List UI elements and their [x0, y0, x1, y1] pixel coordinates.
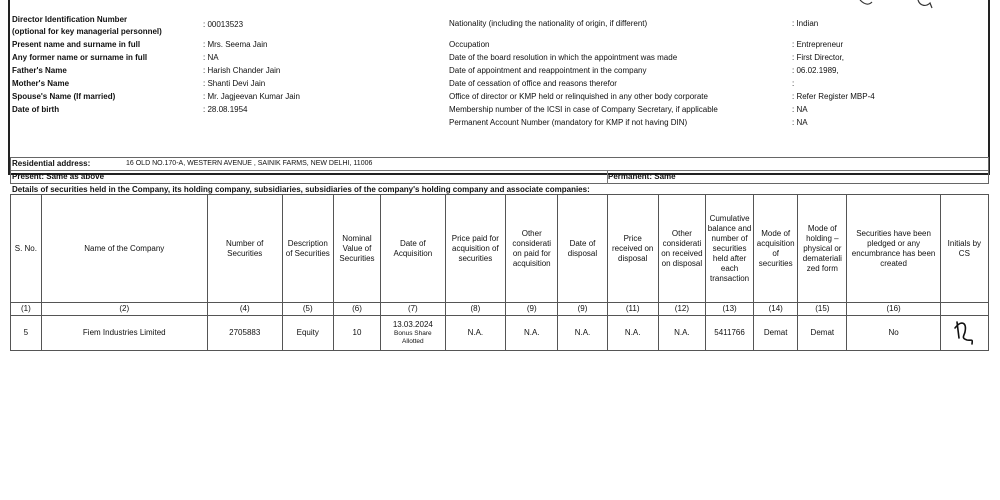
permanent-address: Permanent: Same	[608, 172, 676, 181]
header-cell: Date of Acquisition	[381, 195, 446, 303]
value-board-resolution: : First Director,	[792, 53, 845, 62]
column-number: (9)	[506, 303, 558, 316]
signature-mark	[840, 0, 950, 10]
header-cell: Price received on disposal	[607, 195, 658, 303]
label-occupation: Occupation	[449, 40, 490, 49]
value-spouse: : Mr. Jagjeevan Kumar Jain	[203, 92, 300, 101]
cell-date-acquisition	[381, 316, 446, 351]
column-number: (11)	[607, 303, 658, 316]
column-number: (8)	[445, 303, 505, 316]
header-cell: Price paid for acquisition of securities	[445, 195, 505, 303]
column-number: (12)	[658, 303, 705, 316]
column-number: (14)	[754, 303, 798, 316]
column-number-row	[11, 303, 989, 316]
securities-table	[10, 194, 989, 351]
label-present-name: Present name and surname in full	[12, 40, 141, 49]
date-acquisition-value: 13.03.2024	[392, 320, 433, 329]
date-note-2: Allotted	[401, 338, 424, 345]
value-din: : 00013523	[203, 20, 244, 29]
label-nationality: Nationality (including the nationality of origin, if different)	[449, 19, 648, 28]
securities-heading: Details of securities held in the Company, its holding company, subsidiaries, subsidiaries of the company's holding company and associate companies:	[12, 185, 590, 194]
label-pan: Permanent Account Number (mandatory for KMP if not having DIN)	[449, 118, 688, 127]
header-cell: Mode of acquisition of securities	[754, 195, 798, 303]
header-cell: Mode of holding – physical or demateriali zed form	[798, 195, 847, 303]
cell-description: Equity	[282, 316, 333, 351]
label-icsi: Membership number of the ICSI in case of Company Secretary, if applicable	[449, 105, 718, 114]
value-father: : Harish Chander Jain	[203, 66, 281, 75]
column-number: (7)	[381, 303, 446, 316]
value-pan: : NA	[792, 118, 808, 127]
header-cell: Name of the Company	[41, 195, 207, 303]
present-address: Present: Same as above	[12, 172, 105, 181]
column-number: (2)	[41, 303, 207, 316]
column-number	[940, 303, 988, 316]
value-dob: : 28.08.1954	[203, 105, 248, 114]
header-cell: Date of disposal	[558, 195, 607, 303]
cell-sno: 5	[11, 316, 42, 351]
column-number: (13)	[705, 303, 753, 316]
column-number: (6)	[333, 303, 380, 316]
initials-signature-icon	[951, 318, 977, 346]
cell-price-paid: N.A.	[445, 316, 505, 351]
cell-other-received: N.A.	[658, 316, 705, 351]
cell-pledged: No	[847, 316, 940, 351]
value-nationality: : Indian	[792, 19, 819, 28]
label-other-office: Office of director or KMP held or relinquished in any other body corporate	[449, 92, 708, 101]
header-cell: Other considerati on received on disposal	[658, 195, 705, 303]
cell-number-securities: 2705883	[207, 316, 282, 351]
value-cessation: :	[792, 79, 795, 88]
label-dob: Date of birth	[12, 105, 60, 114]
label-din: Director Identification Number	[12, 15, 128, 24]
column-number: (5)	[282, 303, 333, 316]
header-cell: Securities have been pledged or any encumbrance has been created	[847, 195, 940, 303]
header-cell: Other considerati on paid for acquisition	[506, 195, 558, 303]
label-din-note: (optional for key managerial personnel)	[12, 27, 162, 36]
cell-company: Fiem Industries Limited	[41, 316, 207, 351]
header-cell: Initials by CS	[940, 195, 988, 303]
value-icsi: : NA	[792, 105, 808, 114]
header-cell: Cumulative balance and number of securities held after each transaction	[705, 195, 753, 303]
label-former-name: Any former name or surname in full	[12, 53, 148, 62]
column-number: (9)	[558, 303, 607, 316]
cell-date-disposal: N.A.	[558, 316, 607, 351]
table-row	[11, 316, 989, 351]
label-spouse: Spouse's Name (If married)	[12, 92, 116, 101]
residential-label: Residential address:	[12, 159, 91, 168]
cell-initials	[940, 316, 988, 351]
column-number: (16)	[847, 303, 940, 316]
value-mother: : Shanti Devi Jain	[203, 79, 266, 88]
label-appointment-date: Date of appointment and reappointment in the company	[449, 66, 647, 75]
label-board-resolution: Date of the board resolution in which the appointment was made	[449, 53, 678, 62]
date-note-1: Bonus Share	[394, 330, 432, 337]
label-cessation: Date of cessation of office and reasons therefor	[449, 79, 617, 88]
header-cell: S. No.	[11, 195, 42, 303]
cell-mode-acquisition: Demat	[754, 316, 798, 351]
cell-other-paid: N.A.	[506, 316, 558, 351]
label-mother: Mother's Name	[12, 79, 70, 88]
cell-nominal: 10	[333, 316, 380, 351]
column-number: (4)	[207, 303, 282, 316]
header-cell: Number of Securities	[207, 195, 282, 303]
residential-value: 16 OLD NO.170-A, WESTERN AVENUE , SAINIK FARMS, NEW DELHI, 11006	[126, 160, 373, 167]
cell-mode-holding: Demat	[798, 316, 847, 351]
value-appointment-date: : 06.02.1989,	[792, 66, 839, 75]
header-cell: Nominal Value of Securities	[333, 195, 380, 303]
value-other-office: : Refer Register MBP-4	[792, 92, 875, 101]
table-header-row	[11, 195, 989, 303]
cell-price-received: N.A.	[607, 316, 658, 351]
value-present-name: : Mrs. Seema Jain	[203, 40, 268, 49]
cell-cumulative: 5411766	[705, 316, 753, 351]
value-occupation: : Entrepreneur	[792, 40, 844, 49]
header-cell: Description of Securities	[282, 195, 333, 303]
label-father: Father's Name	[12, 66, 67, 75]
column-number: (1)	[11, 303, 42, 316]
column-number: (15)	[798, 303, 847, 316]
value-former-name: : NA	[203, 53, 219, 62]
